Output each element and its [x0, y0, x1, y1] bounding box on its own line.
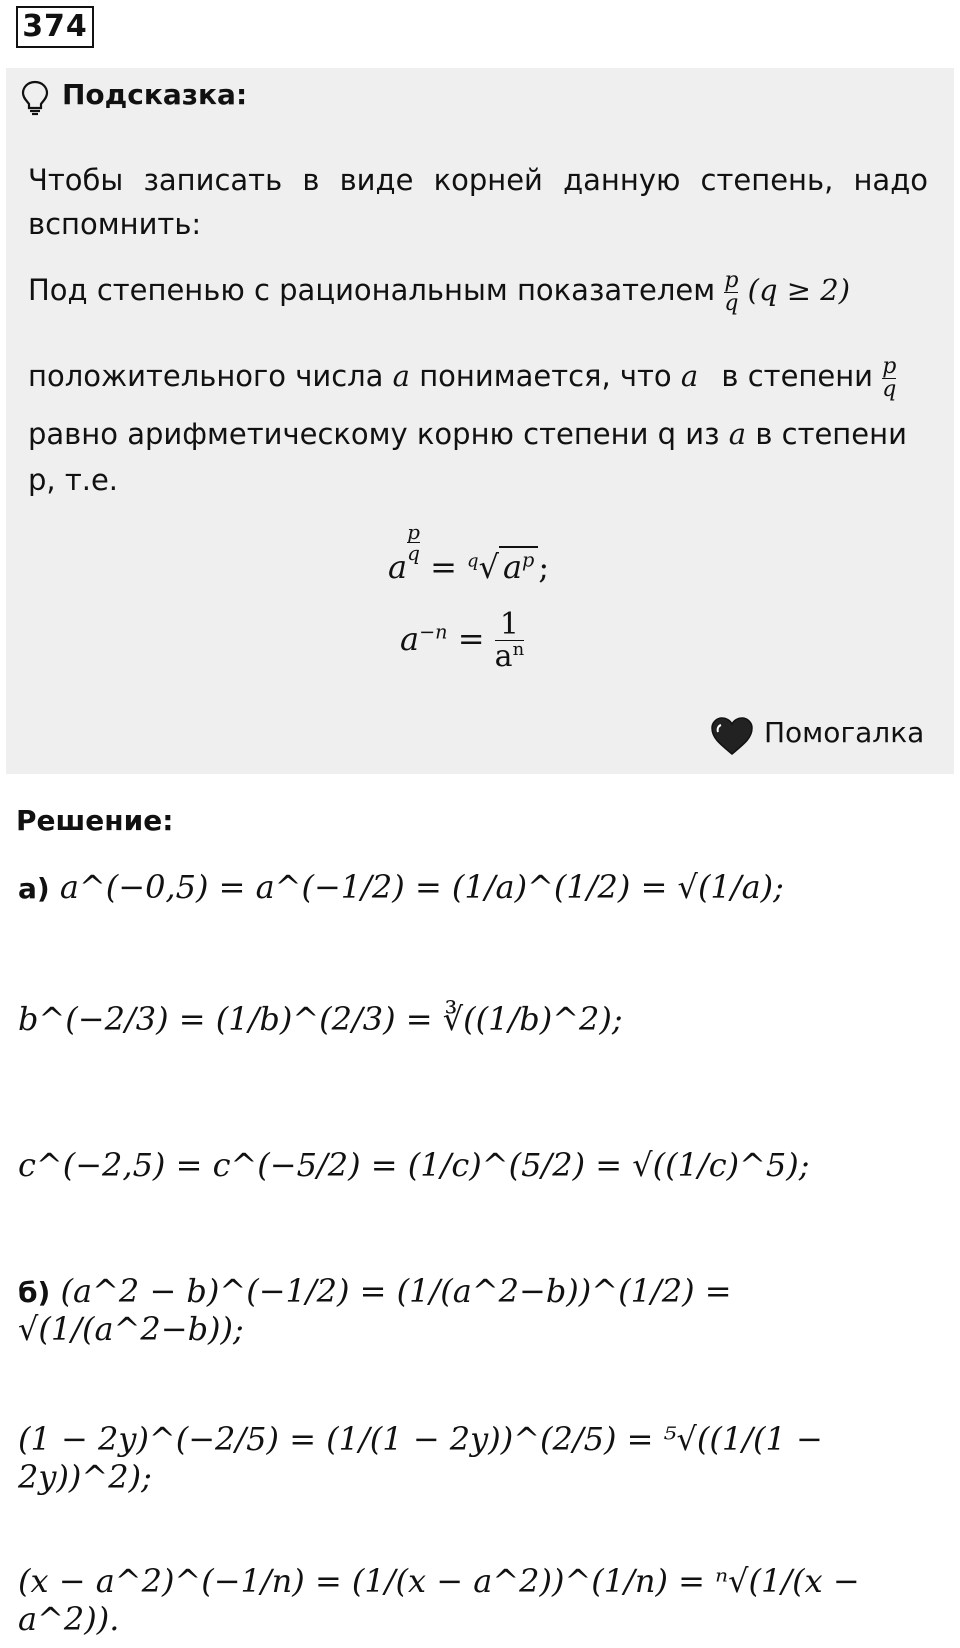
hint-paragraph-3: положительного числа a понимается, что a в степени $\frac{p}{q}$ — [28, 353, 897, 402]
power-fraction: $\frac{p}{q}$ — [724, 267, 739, 316]
lightbulb-icon — [20, 80, 50, 116]
solution-title: Решение: — [16, 804, 174, 837]
hint-paragraph-2 — [28, 268, 850, 315]
hint-paragraph-4: равно арифметическому корню степени q из a в степени — [28, 417, 907, 451]
formula-negative-power: $a^{-n}$ = $\frac{1}{a^n}$ — [400, 607, 525, 674]
solution-line-b2: (1 − 2y)^(−2/5) = (1/(1 − 2y))^(2/5) = ⁵√((1/(1 − 2y))^2); — [18, 1420, 823, 1496]
solution-line-a3: c^(−2,5) = c^(−5/2) = (1/c)^(5/2) = √((1/c)^5); — [18, 1146, 810, 1184]
solution-line-b3: (x − a^2)^(−1/n) = (1/(x − a^2))^(1/n) = ⁿ√(1/(x − a^2)). — [18, 1562, 860, 1638]
heart-icon — [710, 716, 754, 756]
brand-name: Помогалка — [764, 716, 925, 749]
condition: (q ≥ 2) — [747, 273, 851, 307]
hint-title: Подсказка: — [62, 78, 248, 111]
hint-paragraph-1: Чтобы записать в виде корней данную степень, надо вспомнить: — [28, 163, 928, 241]
solution-line-a1: а) a^(−0,5) = a^(−1/2) = (1/a)^(1/2) = √(1/a); — [18, 868, 784, 906]
exercise-number: 374 — [16, 6, 94, 48]
hint-paragraph-2-text: Под степенью с рациональным показателем — [28, 273, 716, 307]
solution-line-a2: b^(−2/3) = (1/b)^(2/3) = ∛((1/b)^2); — [18, 1000, 623, 1038]
formula-root-definition: a $\frac{p}{q}$ = $^q$√ $a^p$ ; — [388, 520, 550, 586]
solution-line-b1: б) (a^2 − b)^(−1/2) = (1/(a^2−b))^(1/2) = √(1/(a^2−b)); — [18, 1272, 732, 1348]
hint-paragraph-5: р, т.е. — [28, 463, 119, 497]
